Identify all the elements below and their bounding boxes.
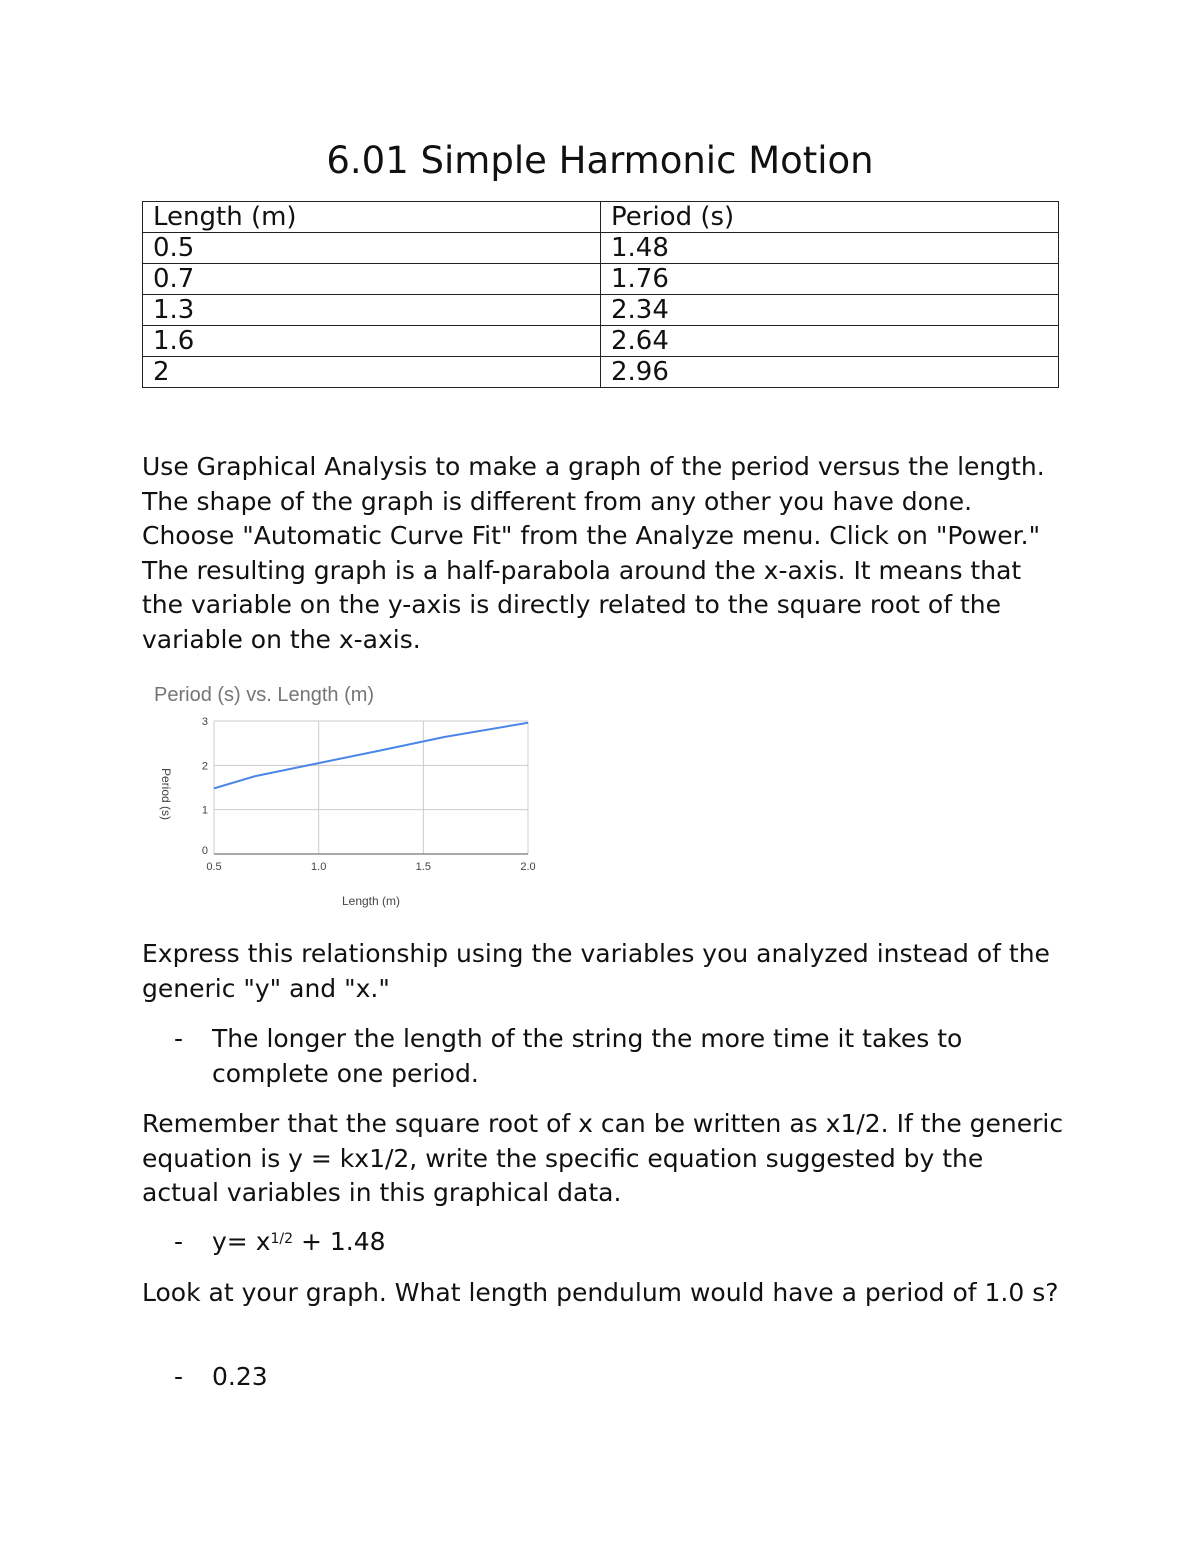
header-period: Period (s) bbox=[601, 202, 1059, 233]
cell-period: 2.96 bbox=[601, 357, 1059, 388]
cell-length: 0.7 bbox=[143, 264, 601, 295]
y-axis-label: Period (s) bbox=[159, 767, 173, 821]
table-header-row bbox=[143, 202, 1059, 233]
table-row bbox=[143, 264, 1059, 295]
x-axis-label: Length (m) bbox=[341, 894, 401, 908]
equation-text bbox=[212, 1225, 1054, 1260]
cell-period: 1.76 bbox=[601, 264, 1059, 295]
cell-period: 2.34 bbox=[601, 295, 1059, 326]
equation-prefix: y= x bbox=[212, 1227, 271, 1256]
y-tick-label: 0 bbox=[201, 845, 208, 857]
chart-title: Period (s) vs. Length (m) bbox=[154, 684, 375, 706]
question-equation: Remember that the square root of x can be written as x1/2. If the generic equation is y = kx1/2, write the specific equation suggested by the actual variables in this graphical data. bbox=[142, 1109, 1064, 1207]
x-tick-label: 0.5 bbox=[206, 861, 222, 873]
cell-period: 1.48 bbox=[601, 233, 1059, 264]
y-tick-label: 2 bbox=[201, 760, 208, 773]
series-line bbox=[214, 723, 528, 789]
cell-length: 1.6 bbox=[143, 326, 601, 357]
instructions-paragraph: Use Graphical Analysis to make a graph of the period versus the length. The shape of the graph is different from any other you have done. Choose "Automatic Curve Fit" from the Analyze menu. Click on "Power." The resulting graph is a half-parabola around the x-axis. It means that the variable on the y-axis is directly related to the square root of the variable on the x-axis. bbox=[142, 452, 1045, 654]
x-tick-label: 1.5 bbox=[415, 861, 431, 873]
answer-period bbox=[174, 1360, 1054, 1395]
cell-length: 2 bbox=[143, 357, 601, 388]
chart-grid bbox=[214, 721, 528, 854]
equation-exponent: 1/2 bbox=[270, 1231, 294, 1247]
table-row bbox=[143, 295, 1059, 326]
chart-ticks bbox=[202, 716, 536, 873]
question-period: Look at your graph. What length pendulum would have a period of 1.0 s? bbox=[142, 1278, 1059, 1307]
answer-text: 0.23 bbox=[212, 1362, 268, 1391]
equation-suffix: + 1.48 bbox=[293, 1227, 386, 1256]
question-relationship: Express this relationship using the variables you analyzed instead of the generic "y" and "x." bbox=[142, 939, 1050, 1003]
x-tick-label: 1.0 bbox=[311, 861, 327, 873]
answer-relationship bbox=[174, 1022, 1054, 1091]
data-table bbox=[142, 201, 1059, 388]
table-row bbox=[143, 233, 1059, 264]
y-tick-label: 3 bbox=[201, 716, 208, 728]
x-tick-label: 2.0 bbox=[520, 861, 536, 873]
table-row bbox=[143, 326, 1059, 357]
answer-text: The longer the length of the string the more time it takes to complete one period. bbox=[212, 1024, 963, 1088]
header-length: Length (m) bbox=[143, 202, 601, 233]
cell-length: 1.3 bbox=[143, 295, 601, 326]
cell-length: 0.5 bbox=[143, 233, 601, 264]
y-tick-label: 1 bbox=[201, 804, 208, 817]
cell-period: 2.64 bbox=[601, 326, 1059, 357]
chart-series bbox=[214, 723, 528, 789]
answer-equation bbox=[174, 1225, 1054, 1260]
table-row bbox=[143, 357, 1059, 388]
bullet-dash: - bbox=[174, 1362, 184, 1391]
period-vs-length-chart bbox=[140, 676, 560, 916]
document-title: 6.01 Simple Harmonic Motion bbox=[326, 139, 874, 182]
bullet-dash: - bbox=[174, 1227, 184, 1256]
bullet-dash: - bbox=[174, 1024, 184, 1053]
